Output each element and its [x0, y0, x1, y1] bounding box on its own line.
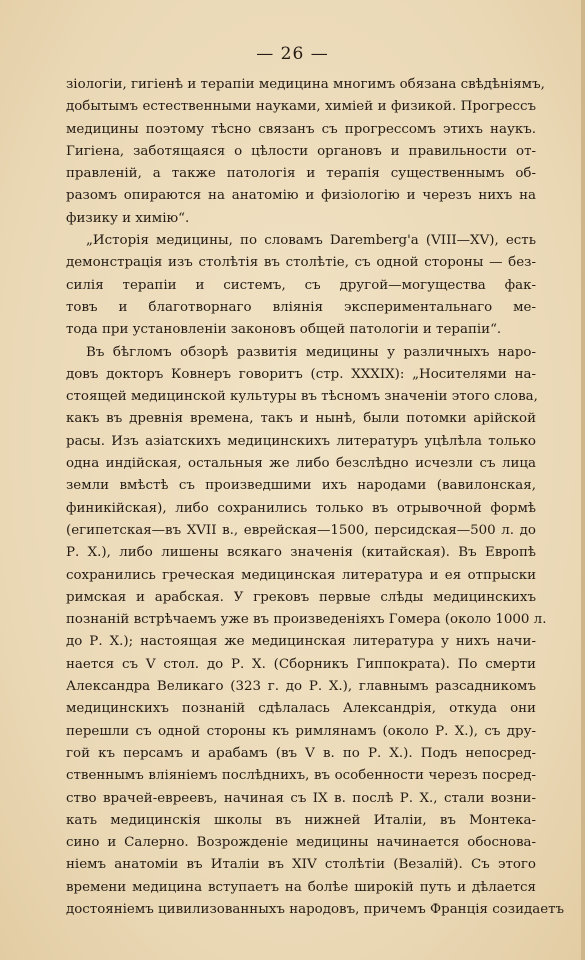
text-line: сино и Салерно. Возрожденіе медицины начинается обоснова-: [66, 835, 536, 851]
text-line: Гигіена, заботящаяся о цѣлости органовъ и правильности от-: [66, 143, 536, 159]
text-line: ственнымъ вліяніемъ послѣднихъ, въ особенности черезъ посред-: [66, 768, 536, 784]
text-line: довъ докторъ Ковнеръ говоритъ (стр. XXXIX): „Носителями на-: [66, 366, 536, 382]
text-line: демонстрація изъ столѣтія въ столѣтіе, съ одной стороны — без-: [66, 255, 536, 271]
text-line: медицины поэтому тѣсно связанъ съ прогрессомъ этихъ наукъ.: [66, 121, 536, 137]
text-line: познаній встрѣчаемъ уже въ произведеніяхъ Гомера (около 1000 л.: [66, 612, 547, 628]
text-line: товъ и благотворнаго вліянія экспериментальнаго ме-: [66, 299, 536, 315]
text-line: медицинскихъ познаній сдѣлалась Александрія, откуда они: [66, 701, 536, 717]
text-line: времени медицина вступаетъ на болѣе широкій путь и дѣлается: [66, 879, 536, 895]
text-line: римская и арабская. У грековъ первые слѣды медицинскихъ: [66, 589, 536, 605]
text-line: правленій, а также патологія и терапія существеннымъ об-: [66, 166, 536, 182]
text-line: ніемъ анатоміи въ Италіи въ XIV столѣтіи (Везалій). Съ этого: [66, 857, 536, 873]
text-line: Р. Х.), либо лишены всякаго значенія (китайская). Въ Европѣ: [66, 545, 536, 561]
text-line: нается съ V стол. до Р. Х. (Сборникъ Гиппократа). По смерти: [66, 656, 536, 672]
body-text: [66, 74, 565, 921]
text-line: добытымъ естественными науками, химіей и физикой. Прогрессъ: [66, 99, 536, 115]
text-line: зіологіи, гигіенѣ и терапіи медицина многимъ обязана свѣдѣніямъ,: [66, 77, 545, 92]
text-line: финикійская), либо сохранились только въ отрывочной формѣ: [66, 500, 536, 516]
text-line: до Р. Х.); настоящая же медицинская литература у нихъ начи-: [66, 634, 536, 650]
text-line: Александра Великаго (323 г. до Р. Х.), главнымъ разсадникомъ: [66, 679, 536, 695]
text-line: расы. Изъ азіатскихъ медицинскихъ литературъ уцѣлѣла только: [66, 433, 536, 449]
text-line: тода при установленіи законовъ общей патологіи и терапіи“.: [66, 322, 502, 338]
text-line: разомъ опираются на анатомію и физіологію и черезъ нихъ на: [66, 188, 536, 204]
text-line: какъ въ древнія времена, такъ и нынѣ, были потомки арійской: [66, 411, 536, 427]
page-number: — 26 —: [256, 44, 329, 64]
text-line: силія терапіи и системъ, съ другой—могущества фак-: [66, 277, 536, 293]
text-line: сохранились греческая медицинская литература и ея отпрыски: [66, 567, 536, 583]
text-line: достояніемъ цивилизованныхъ народовъ, причемъ Франція созидаетъ: [66, 901, 565, 917]
text-line: Въ бѣгломъ обзорѣ развитія медицины у различныхъ наро-: [86, 344, 536, 360]
text-line: земли вмѣстѣ съ произведшими ихъ народами (вавилонская,: [66, 478, 536, 494]
text-line: гой къ персамъ и арабамъ (въ V в. по Р. Х.). Подъ непосред-: [66, 745, 536, 761]
text-line: стоящей медицинской культуры въ тѣсномъ значеніи этого слова,: [66, 389, 538, 405]
text-line: ство врачей-евреевъ, начиная съ IX в. послѣ Р. Х., стали возни-: [66, 790, 536, 806]
text-line: кать медицинскія школы въ нижней Италіи, въ Монтека-: [66, 812, 536, 828]
text-line: (египетская—въ XVII в., еврейская—1500, персидская—500 л. до: [66, 522, 536, 538]
text-line: одна индійская, остальныя же либо безслѣдно исчезли съ лица: [66, 456, 536, 472]
page-edge: [581, 0, 585, 960]
text-line: „Исторія медицины, по словамъ Daremberg'a (VIII—XV), есть: [86, 233, 536, 249]
text-line: перешли съ одной стороны къ римлянамъ (около Р. Х.), съ дру-: [66, 723, 536, 739]
text-line: физику и химію“.: [66, 210, 190, 226]
